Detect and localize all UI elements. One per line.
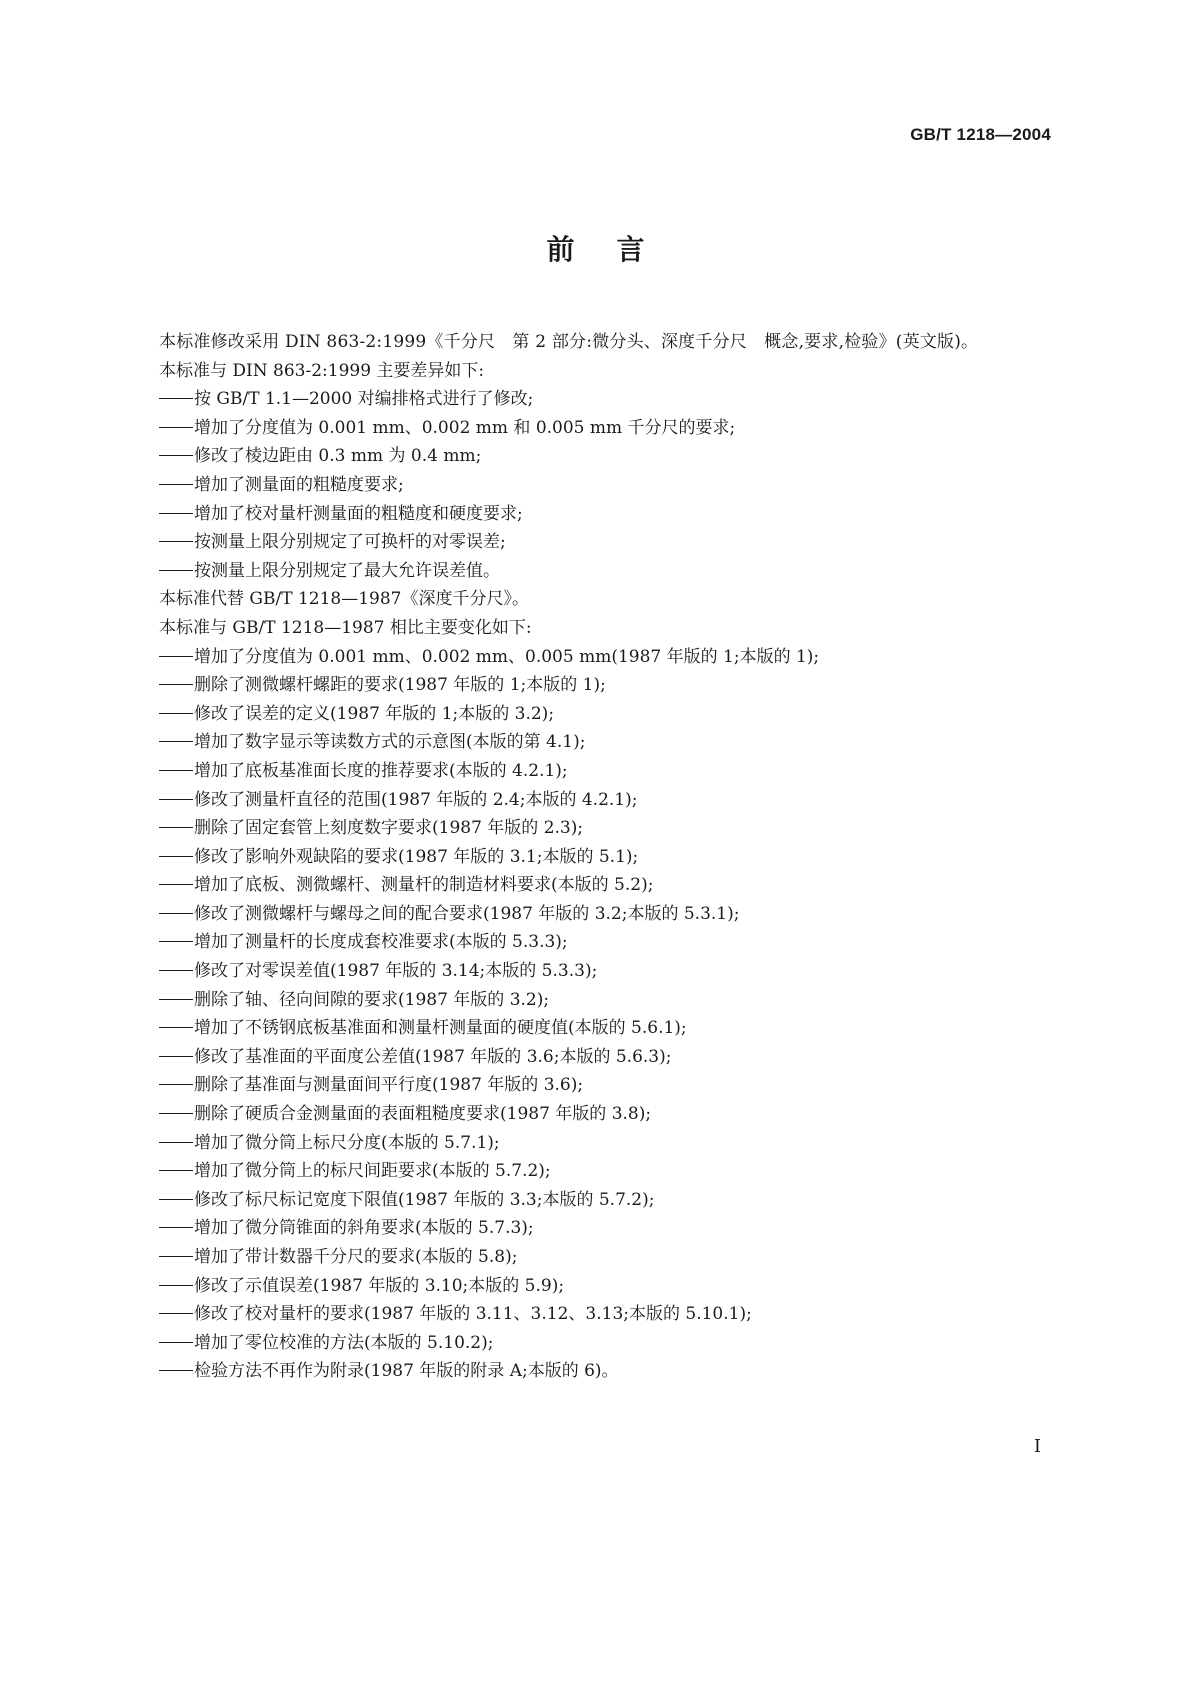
list-item-text: 增加了带计数器千分尺的要求(本版的 5.8); bbox=[194, 1247, 518, 1267]
em-dash-mark bbox=[159, 1342, 193, 1343]
em-dash-mark bbox=[159, 1285, 193, 1286]
list-item bbox=[125, 1243, 1063, 1272]
list-item-text: 按 GB/T 1.1—2000 对编排格式进行了修改; bbox=[194, 389, 534, 410]
list-item-text: 修改了误差的定义(1987 年版的 1;本版的 3.2); bbox=[194, 703, 555, 724]
em-dash-mark bbox=[159, 570, 193, 571]
list-item bbox=[125, 1329, 1063, 1358]
em-dash-mark bbox=[159, 541, 193, 542]
em-dash-mark bbox=[159, 856, 193, 857]
em-dash-mark bbox=[159, 999, 193, 1000]
em-dash-mark bbox=[159, 427, 193, 428]
em-dash-mark bbox=[159, 1084, 193, 1085]
list-item bbox=[125, 1071, 1063, 1100]
list-item bbox=[125, 814, 1063, 843]
standard-code: GB/T 1218—2004 bbox=[910, 125, 1051, 144]
list-item-text: 增加了校对量杆测量面的粗糙度和硬度要求; bbox=[194, 503, 523, 524]
list-item bbox=[125, 1014, 1063, 1043]
em-dash-mark bbox=[159, 1256, 193, 1257]
em-dash-mark bbox=[159, 799, 193, 800]
em-dash-mark bbox=[159, 1199, 193, 1200]
list-item bbox=[125, 1129, 1063, 1158]
em-dash-mark bbox=[159, 1113, 193, 1114]
list-item-text: 增加了分度值为 0.001 mm、0.002 mm、0.005 mm(1987 年版的 1;本版的 1); bbox=[194, 646, 820, 667]
list-item-text: 增加了微分筒上的标尺间距要求(本版的 5.7.2); bbox=[194, 1161, 551, 1182]
list-item bbox=[125, 957, 1063, 986]
list-item bbox=[125, 414, 1063, 443]
em-dash-mark bbox=[159, 941, 193, 942]
em-dash-mark bbox=[159, 455, 193, 456]
em-dash-mark bbox=[159, 970, 193, 971]
list-item-text: 修改了影响外观缺陷的要求(1987 年版的 3.1;本版的 5.1); bbox=[194, 846, 639, 867]
list-item bbox=[125, 1157, 1063, 1186]
list-item-text: 修改了测量杆直径的范围(1987 年版的 2.4;本版的 4.2.1); bbox=[194, 789, 638, 810]
list-item bbox=[125, 986, 1063, 1015]
list-item bbox=[125, 757, 1063, 786]
list-item-text: 修改了对零误差值(1987 年版的 3.14;本版的 5.3.3); bbox=[194, 961, 598, 982]
list-item-text: 增加了测量面的粗糙度要求; bbox=[194, 474, 404, 495]
list-item bbox=[125, 1272, 1063, 1301]
list-item-text: 修改了测微螺杆与螺母之间的配合要求(1987 年版的 3.2;本版的 5.3.1); bbox=[194, 903, 740, 924]
list-item-text: 增加了底板、测微螺杆、测量杆的制造材料要求(本版的 5.2); bbox=[194, 875, 654, 896]
list-item-text: 修改了标尺标记宽度下限值(1987 年版的 3.3;本版的 5.7.2); bbox=[194, 1189, 655, 1210]
list-item-text: 增加了不锈钢底板基准面和测量杆测量面的硬度值(本版的 5.6.1); bbox=[194, 1018, 687, 1039]
em-dash-mark bbox=[159, 913, 193, 914]
list-item-text: 删除了轴、径向间隙的要求(1987 年版的 3.2); bbox=[194, 989, 550, 1010]
list-item-text: 修改了校对量杆的要求(1987 年版的 3.11、3.12、3.13;本版的 5.10.1); bbox=[194, 1304, 752, 1325]
list-item-text: 删除了测微螺杆螺距的要求(1987 年版的 1;本版的 1); bbox=[194, 675, 606, 696]
em-dash-mark bbox=[159, 1142, 193, 1143]
list-item-text: 增加了零位校准的方法(本版的 5.10.2); bbox=[194, 1332, 494, 1353]
list-item-text: 按测量上限分别规定了可换杆的对零误差; bbox=[194, 532, 506, 553]
list-item-text: 删除了基准面与测量面间平行度(1987 年版的 3.6); bbox=[194, 1075, 584, 1096]
list-item bbox=[125, 843, 1063, 872]
list-item-text: 增加了测量杆的长度成套校准要求(本版的 5.3.3); bbox=[194, 932, 568, 953]
list-item bbox=[125, 385, 1063, 414]
list-item bbox=[125, 786, 1063, 815]
list-item-text: 增加了数字显示等读数方式的示意图(本版的第 4.1); bbox=[194, 732, 586, 753]
list-item-text: 删除了硬质合金测量面的表面粗糙度要求(1987 年版的 3.8); bbox=[194, 1104, 652, 1125]
em-dash-mark bbox=[159, 884, 193, 885]
list-item bbox=[125, 671, 1063, 700]
list-item-text: 增加了微分筒锥面的斜角要求(本版的 5.7.3); bbox=[194, 1218, 534, 1239]
em-dash-mark bbox=[159, 484, 193, 485]
page-number: I bbox=[1033, 1436, 1041, 1457]
list-item bbox=[125, 1186, 1063, 1215]
list-item-text: 修改了基准面的平面度公差值(1987 年版的 3.6;本版的 5.6.3); bbox=[194, 1046, 672, 1067]
list-item bbox=[125, 871, 1063, 900]
list-item bbox=[125, 500, 1063, 529]
em-dash-mark bbox=[159, 684, 193, 685]
list-item bbox=[125, 1043, 1063, 1072]
list-item bbox=[125, 1100, 1063, 1129]
intro-paragraph: 本标准修改采用 DIN 863-2:1999《千分尺 第 2 部分:微分头、深度千分尺 概念,要求,检验》(英文版)。 bbox=[159, 332, 979, 352]
list-item-text: 增加了微分筒上标尺分度(本版的 5.7.1); bbox=[194, 1132, 500, 1153]
list-item-text: 增加了底板基准面长度的推荐要求(本版的 4.2.1); bbox=[194, 760, 568, 781]
diff-din-intro: 本标准与 DIN 863-2:1999 主要差异如下: bbox=[159, 360, 485, 381]
diff-din-list bbox=[125, 385, 1063, 585]
em-dash-mark bbox=[159, 513, 193, 514]
diff-1987-intro: 本标准与 GB/T 1218—1987 相比主要变化如下: bbox=[159, 617, 532, 638]
diff-1987-list bbox=[125, 643, 1063, 1386]
list-item-text: 修改了示值误差(1987 年版的 3.10;本版的 5.9); bbox=[194, 1275, 565, 1296]
list-item bbox=[125, 471, 1063, 500]
list-item-text: 删除了固定套管上刻度数字要求(1987 年版的 2.3); bbox=[194, 818, 584, 839]
em-dash-mark bbox=[159, 1027, 193, 1028]
list-item bbox=[125, 557, 1063, 586]
em-dash-mark bbox=[159, 1170, 193, 1171]
page-title: 前言 bbox=[546, 233, 687, 266]
em-dash-mark bbox=[159, 770, 193, 771]
list-item-text: 修改了棱边距由 0.3 mm 为 0.4 mm; bbox=[194, 446, 482, 467]
document-body bbox=[125, 328, 1063, 1386]
list-item-text: 检验方法不再作为附录(1987 年版的附录 A;本版的 6)。 bbox=[194, 1361, 619, 1382]
list-item bbox=[125, 700, 1063, 729]
em-dash-mark bbox=[159, 1056, 193, 1057]
list-item bbox=[125, 928, 1063, 957]
list-item bbox=[125, 442, 1063, 471]
em-dash-mark bbox=[159, 741, 193, 742]
list-item bbox=[125, 900, 1063, 929]
list-item bbox=[125, 1357, 1063, 1386]
replaces-statement: 本标准代替 GB/T 1218—1987《深度千分尺》。 bbox=[159, 589, 529, 610]
list-item bbox=[125, 728, 1063, 757]
list-item bbox=[125, 1214, 1063, 1243]
list-item bbox=[125, 528, 1063, 557]
em-dash-mark bbox=[159, 713, 193, 714]
list-item-text: 按测量上限分别规定了最大允许误差值。 bbox=[194, 560, 500, 581]
list-item-text: 增加了分度值为 0.001 mm、0.002 mm 和 0.005 mm 千分尺的要求; bbox=[194, 417, 736, 438]
list-item bbox=[125, 1300, 1063, 1329]
em-dash-mark bbox=[159, 1370, 193, 1371]
em-dash-mark bbox=[159, 1227, 193, 1228]
em-dash-mark bbox=[159, 656, 193, 657]
em-dash-mark bbox=[159, 1313, 193, 1314]
em-dash-mark bbox=[159, 827, 193, 828]
em-dash-mark bbox=[159, 398, 193, 399]
list-item bbox=[125, 643, 1063, 672]
